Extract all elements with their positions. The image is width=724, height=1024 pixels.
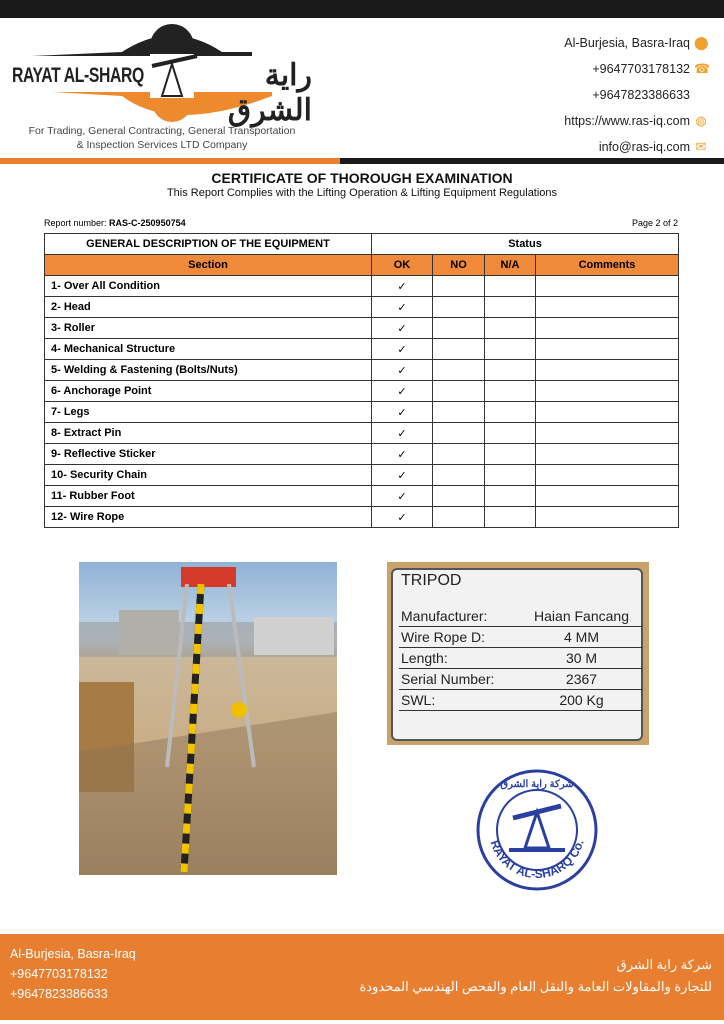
- ok-checkmark: ✓: [372, 507, 433, 528]
- no-cell: [433, 402, 485, 423]
- ok-checkmark: ✓: [372, 318, 433, 339]
- nameplate-title: TRIPOD: [401, 572, 462, 589]
- company-tagline: [12, 124, 312, 152]
- section-name: 11- Rubber Foot: [45, 486, 372, 507]
- nameplate-row: [399, 606, 643, 627]
- no-cell: [433, 360, 485, 381]
- table-row: [45, 276, 679, 297]
- nameplate-value: Haian Fancang: [520, 606, 643, 627]
- section-name: 4- Mechanical Structure: [45, 339, 372, 360]
- table-row: [45, 339, 679, 360]
- no-cell: [433, 507, 485, 528]
- nameplate-value: 2367: [520, 669, 643, 690]
- footer-description-ar: للتجارة والمقاولات العامة والنقل العام والفحص الهندسي المحدودة: [359, 979, 712, 994]
- na-cell: [485, 402, 536, 423]
- no-cell: [433, 297, 485, 318]
- divider-black: [340, 158, 724, 164]
- company-stamp: [475, 768, 599, 892]
- report-number-label: Report number:: [44, 218, 107, 228]
- inspection-table: [44, 233, 679, 528]
- col-no: NO: [433, 255, 485, 276]
- ok-checkmark: ✓: [372, 465, 433, 486]
- no-cell: [433, 339, 485, 360]
- globe-icon: ◍: [695, 113, 707, 128]
- section-name: 9- Reflective Sticker: [45, 444, 372, 465]
- nameplate-value: 30 M: [520, 648, 643, 669]
- no-cell: [433, 318, 485, 339]
- comments-cell: [536, 423, 679, 444]
- general-description-header: GENERAL DESCRIPTION OF THE EQUIPMENT: [45, 234, 372, 255]
- company-logo: [12, 24, 312, 127]
- section-name: 3- Roller: [45, 318, 372, 339]
- tagline-line-2: & Inspection Services LTD Company: [76, 139, 248, 151]
- nameplate-row: [399, 627, 643, 648]
- col-ok: OK: [372, 255, 433, 276]
- comments-cell: [536, 339, 679, 360]
- section-name: 7- Legs: [45, 402, 372, 423]
- nameplate-row: [399, 669, 643, 690]
- equipment-nameplate: [387, 562, 649, 745]
- comments-cell: [536, 465, 679, 486]
- section-name: 5- Welding & Fastening (Bolts/Nuts): [45, 360, 372, 381]
- na-cell: [485, 297, 536, 318]
- ok-checkmark: ✓: [372, 297, 433, 318]
- email-link[interactable]: info@ras-iq.com: [598, 140, 690, 154]
- no-cell: [433, 486, 485, 507]
- ok-checkmark: ✓: [372, 360, 433, 381]
- nameplate-label: Length:: [399, 648, 520, 669]
- brand-name-en: RAYAT AL-SHARQ: [12, 64, 144, 87]
- envelope-icon: ✉: [695, 139, 707, 154]
- comments-cell: [536, 402, 679, 423]
- section-name: 6- Anchorage Point: [45, 381, 372, 402]
- section-name: 8- Extract Pin: [45, 423, 372, 444]
- comments-cell: [536, 318, 679, 339]
- svg-text:RAYAT AL-SHARQ Co.: [487, 838, 586, 881]
- top-bar: [0, 0, 724, 18]
- page-number: Page 2 of 2: [631, 218, 678, 228]
- col-comments: Comments: [536, 255, 679, 276]
- divider-orange: [0, 158, 340, 164]
- table-row: [45, 486, 679, 507]
- ok-checkmark: ✓: [372, 339, 433, 360]
- no-cell: [433, 381, 485, 402]
- nameplate-label: Serial Number:: [399, 669, 520, 690]
- ok-checkmark: ✓: [372, 444, 433, 465]
- equipment-photo: [79, 562, 337, 875]
- comments-cell: [536, 297, 679, 318]
- nameplate-label: SWL:: [399, 690, 520, 711]
- footer-address: Al-Burjesia, Basra-Iraq: [10, 947, 136, 961]
- na-cell: [485, 486, 536, 507]
- na-cell: [485, 318, 536, 339]
- location-pin-icon: ⬤: [694, 35, 709, 50]
- section-name: 2- Head: [45, 297, 372, 318]
- comments-cell: [536, 507, 679, 528]
- na-cell: [485, 507, 536, 528]
- table-row: [45, 381, 679, 402]
- status-header: Status: [372, 234, 679, 255]
- report-number-value: RAS-C-250950754: [109, 218, 186, 228]
- col-section: Section: [45, 255, 372, 276]
- report-number: [44, 218, 186, 228]
- comments-cell: [536, 360, 679, 381]
- comments-cell: [536, 444, 679, 465]
- table-row: [45, 423, 679, 444]
- address-text: Al-Burjesia, Basra-Iraq: [564, 36, 690, 50]
- table-row: [45, 297, 679, 318]
- section-name: 12- Wire Rope: [45, 507, 372, 528]
- document-subtitle: This Report Complies with the Lifting Operation & Lifting Equipment Regulations: [166, 187, 558, 199]
- na-cell: [485, 339, 536, 360]
- telephone-icon: ☎: [694, 61, 711, 76]
- no-cell: [433, 423, 485, 444]
- website-link[interactable]: https://www.ras-iq.com: [564, 114, 690, 128]
- nameplate-table: [399, 606, 643, 711]
- ok-checkmark: ✓: [372, 423, 433, 444]
- tripod-photo-illustration: [79, 562, 337, 875]
- footer-phone-1: +9647703178132: [10, 967, 108, 981]
- document-title: CERTIFICATE OF THOROUGH EXAMINATION: [211, 170, 513, 186]
- spacer: [694, 88, 708, 102]
- comments-cell: [536, 381, 679, 402]
- section-name: 1- Over All Condition: [45, 276, 372, 297]
- section-name: 10- Security Chain: [45, 465, 372, 486]
- stamp-text-ar: شركة راية الشرق: [500, 779, 574, 790]
- table-row: [45, 360, 679, 381]
- stamp-text-en: RAYAT AL-SHARQ Co.: [487, 838, 587, 882]
- nameplate-value: 4 MM: [520, 627, 643, 648]
- no-cell: [433, 444, 485, 465]
- ok-checkmark: ✓: [372, 486, 433, 507]
- nameplate-label: Wire Rope D:: [399, 627, 520, 648]
- comments-cell: [536, 276, 679, 297]
- no-cell: [433, 465, 485, 486]
- no-cell: [433, 276, 485, 297]
- footer-company-ar: شركة راية الشرق: [616, 957, 712, 972]
- footer-phone-2: +9647823386633: [10, 987, 108, 1001]
- na-cell: [485, 444, 536, 465]
- ok-checkmark: ✓: [372, 402, 433, 423]
- phone-1-text: +9647703178132: [592, 62, 690, 76]
- na-cell: [485, 423, 536, 444]
- phone-2-text: +9647823386633: [592, 88, 690, 102]
- table-row: [45, 402, 679, 423]
- table-row: [45, 318, 679, 339]
- col-na: N/A: [485, 255, 536, 276]
- table-row: [45, 507, 679, 528]
- nameplate-row: [399, 648, 643, 669]
- footer: [0, 934, 724, 1020]
- nameplate-label: Manufacturer:: [399, 606, 520, 627]
- header-contacts: [564, 30, 711, 160]
- table-row: [45, 444, 679, 465]
- na-cell: [485, 381, 536, 402]
- tagline-line-1: For Trading, General Contracting, General Transportation: [28, 125, 296, 137]
- na-cell: [485, 360, 536, 381]
- nameplate-value: 200 Kg: [520, 690, 643, 711]
- ok-checkmark: ✓: [372, 381, 433, 402]
- ok-checkmark: ✓: [372, 276, 433, 297]
- na-cell: [485, 465, 536, 486]
- comments-cell: [536, 486, 679, 507]
- nameplate-row: [399, 690, 643, 711]
- na-cell: [485, 276, 536, 297]
- table-row: [45, 465, 679, 486]
- brand-name-ar: راية الشرق: [227, 59, 312, 127]
